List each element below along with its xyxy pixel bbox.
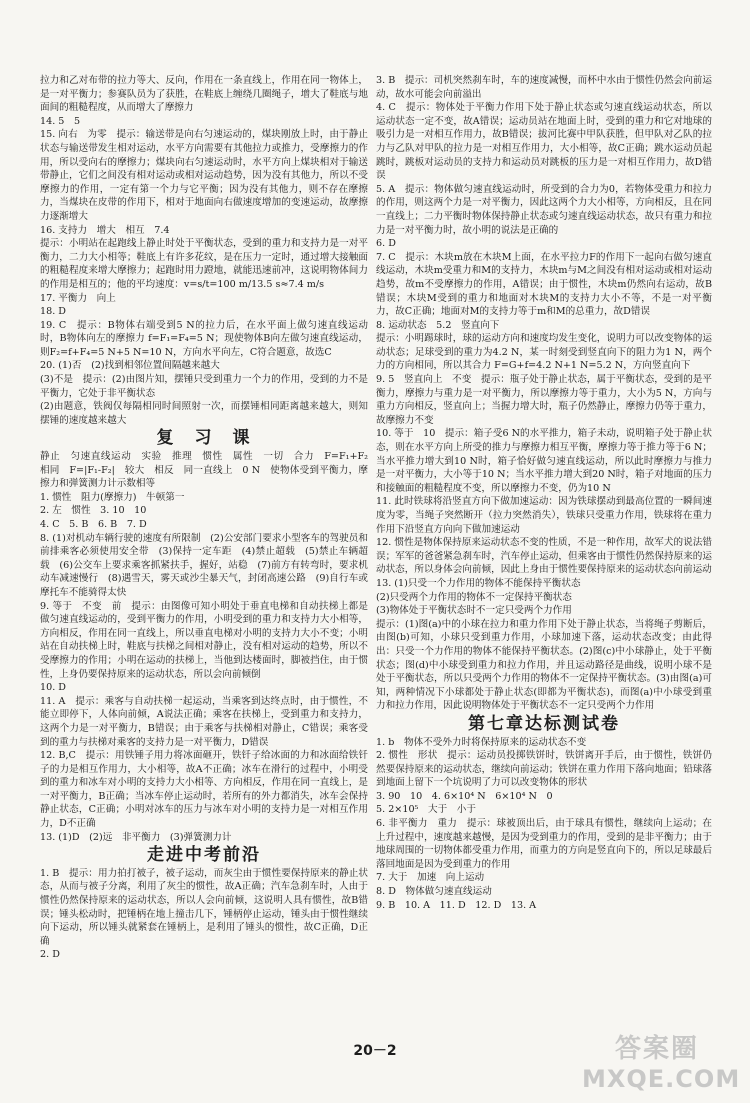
- answer-line: 20. (1)否 (2)找到相邻位置间隔越来越大: [40, 360, 220, 372]
- answer-line: 1. b 物体不受外力时将保持原来的运动状态不变: [376, 736, 587, 748]
- left-answers: [40, 74, 368, 427]
- answer-line: 18. D: [40, 306, 66, 318]
- answer-line: 1. B 提示：用力拍打被子，被子运动，而灰尘由于惯性要保持原来的静止状态，从而与被子分离，利用了灰尘的惯性，故A正确；汽车急刹车时，人由于惯性仍然保持原来的运动状态，所以人会向前倾，这说明人具有惯性，故B错误；锤头松动时，把锤柄在地上撞击几下，锤柄停止运动，锤头由于惯性继续向下运动，所以锤头就紧套在锤柄上，是利用了锤头的惯性，故C正确，D正确: [40, 867, 368, 947]
- answer-line: 5. A 提示：物体做匀速直线运动时，所受到的合力为0，若物体受重力和拉力的作用，则这两个力是一对平衡力，因此这两个力大小相等，方向相反，且在同一直线上；二力平衡时物体保持静止状态或匀速直线运动状态，故只有重力和拉力是一对平衡力时，故小明的说法是正确的: [376, 183, 712, 236]
- answer-line: 10. 等于 10 提示：箱子受6 N的水平推力，箱子未动，说明箱子处于静止状态，则在水平方向上所受的推力与摩擦力相互平衡，摩擦力等于推力等于6 N；当水平推力增大到10 N时，箱子恰好做匀速直线运动，所以此时摩擦力与推力是一对平衡力，大小等于10 N；当水平推力增大到20 N时，箱子对地面的压力和接触面的粗糙程度不变，所以摩擦力不变，仍为10 N: [376, 428, 712, 494]
- answer-line: 13. (1)只受一个力作用的物体不能保持平衡状态: [376, 577, 581, 589]
- answer-line: 12. 惯性是物体保持原来运动状态不变的性质，不是一种作用，故军犬的说法错误；军军的爸爸紧急刹车时，汽车停止运动，但乘客由于惯性仍然保持原来的运动状态，所以身体会向前倾，因此上身由于惯性要保持原来的运动状态向前运动: [376, 537, 712, 576]
- right-answers: [376, 74, 712, 713]
- right-column: [376, 74, 712, 912]
- exam-section-title: 走进中考前沿: [147, 845, 261, 866]
- answer-line: 12. B,C 提示：用铁锤子用力将冰面砸开，铁钎子给冰面的力和冰面给铁钎子的力是相互作用力，大小相等，故A不正确；冰车在滑行的过程中，小明受到的重力和冰车对小明的支持力大小相等、方向相反，作用在同一直线上，是一对平衡力，B正确；当冰车停止运动时，若所有的外力都消失，冰车会保持静止状态，C正确；小明对冰车的压力与冰车对小明的支持力是一对相互作用力，D不正确: [40, 750, 368, 830]
- answer-line: 15. 向右 为零 提示：输送带是向右匀速运动的，煤块刚放上时，由于静止状态与输送带发生相对运动，水平方向需要有其他拉力或推力，受摩擦力的作用，所以受向右的摩擦力；煤块向右匀速运动时，水平方向上煤块相对于输送带静止，它们之间没有相对运动或相对运动趋势，因为没有其他力，所以不受摩擦力的作用，一定有第一个力与它平衡；因为没有其他力，则不存在摩擦力，当煤块在皮带的作用下，相对于地面向右做速度增加的变速运动，故摩擦力逐渐增大: [40, 129, 368, 222]
- answer-line: 13. (1)D (2)远 非平衡力 (3)弹簧测力计: [40, 831, 232, 843]
- exam-answers: [40, 867, 368, 962]
- answer-line: 2. 左 惯性 3. 10 10: [40, 505, 147, 517]
- answer-line: 7. 大于 加速 向上运动: [376, 872, 485, 884]
- answer-line: 8. (1)对机动车辆行驶的速度有所限制 (2)公安部门要求小型客车的驾驶员和前排乘客必须使用安全带 (3)保持一定车距 (4)禁止超载 (5)禁止车辆超载 (6)公交车上要求乘客抓紧扶手，握好，站稳 (7)前方有转弯时，要求机动车减速慢行 (8)遇雪天，雾天或沙尘暴天气，封闭高速公路 (9)自行车或摩托车不能骑得太快: [40, 532, 368, 598]
- answer-line: 11. 此时铁球将沿竖直方向下做加速运动：因为铁球摆动到最高位置的一瞬间速度为零，当绳子突然断开（拉力突然消失），铁球只受重力作用，铁球将在重力作用下沿竖直方向向下做加速运动: [376, 496, 712, 535]
- answer-line: 9. 等于 不变 前 提示：由图像可知小明处于垂直电梯和自动扶梯上都是做匀速直线运动的，受到平衡力的作用，小明受到的重力和支持力大小相等，方向相反，作用在同一直线上，所以垂直电梯对小明的支持力大小不变；小明站在自动扶梯上时，鞋底与扶梯之间相对静止，没有相对运动的趋势，所以不受摩擦力的作用；小明在运动的扶梯上，当他到达楼面时，脚被挡住，由于惯性，上身仍要保持原来的运动状态，所以会向前倾倒: [40, 600, 368, 680]
- answer-line: 17. 平衡力 向上: [40, 292, 116, 304]
- review-section-title: 复 习 课: [156, 428, 252, 449]
- answer-line: (2)只受两个力作用的物体不一定保持平衡状态: [376, 591, 572, 603]
- answer-line: 7. C 提示：木块m放在木块M上面，在水平拉力F的作用下一起向右做匀速直线运动，木块m受重力和M的支持力，木块m与M之间没有相对运动或相对运动趋势，故m不受摩擦力的作用，A错误；由于惯性，木块m仍然向右运动，故B错误；木块M受到的重力和地面对木块M的支持力大小不等，不是一对平衡力，故C正确；地面对M的支持力等于m和M的总重力，故D错误: [376, 251, 712, 318]
- answer-line: 9. B 10. A 11. D 12. D 13. A: [376, 899, 537, 911]
- answer-line: 14. 5 5: [40, 115, 81, 127]
- review-answers: [40, 450, 378, 844]
- answer-line: 提示：(1)图(a)中的小球在拉力和重力作用下处于静止状态，当将绳子剪断后，由图(b)可知，小球只受到重力作用，小球加速下落，运动状态改变；由此得出：只受一个力作用的物体不能保持平衡状态。(2)图(c)中小球静止，处于平衡状态；图(d)中小球受到重力和拉力作用，并且运动路径是曲线，说明小球不是处于平衡状态，所以只受两个力作用的物体不一定保持平衡状态。(3)由图(a)可知，两种情况下小球都处于静止状态(即都为平衡状态)，而图(a)中小球受到重力和拉力作用，因此说明物体处于平衡状态不一定只受两个力作用: [376, 618, 712, 712]
- left-column: [40, 74, 378, 962]
- answer-line: (3)不是 提示：(2)由图片知，摆锤只受到重力一个力的作用，受到的力不是平衡力，它处于非平衡状态: [40, 374, 368, 399]
- answer-line: 1. 惯性 阻力(摩擦力) 牛顿第一: [40, 491, 185, 503]
- answer-line: 2. 惯性 形状 提示：运动员投掷铁饼时，铁饼离开手后，由于惯性，铁饼仍然要保持原来的运动状态，继续向前运动；铁饼在重力作用下落向地面；铅球落到地面上留下一个坑说明了力可以改变物体的形状: [376, 750, 712, 789]
- answer-line: 静止 匀速直线运动 实验 推理 惯性 属性 一切 合力 F=F₁+F₂ 相同 F=|F₁-F₂| 较大 相反 同一直线上 0 N 使物体受到平衡力，摩擦力和弹簧测力计示数相等: [40, 451, 378, 490]
- answer-line: 4. C 5. B 6. B 7. D: [40, 519, 147, 530]
- answer-line: 提示：小明踢球时，球的运动方向和速度均发生变化，说明力可以改变物体的运动状态；足球受到的重力为4.2 N，某一时刻受到竖直向下的阻力为1 N，两个力的方向相同，所以其合力 F=G+f=4.2 N+1 N=5.2 N，方向竖直向下: [376, 333, 712, 372]
- watermark-site-text: MXQE.COM: [582, 1065, 741, 1093]
- answer-line: 5. 2×10⁵ 大于 小于: [376, 804, 476, 816]
- answer-line: 8. D 物体做匀速直线运动: [376, 886, 492, 898]
- answer-line: 11. A 提示：乘客与自动扶梯一起运动，当乘客到达终点时，由于惯性，不能立即停下，人体向前倾，A说法正确；乘客在扶梯上，受到重力和支持力，这两个力是一对平衡力，B错误；由于乘客与扶梯相对静止，C错误；乘客受到的重力与扶梯对乘客的支持力是一对平衡力，D错误: [40, 695, 368, 748]
- answer-line: 4. C 提示：物体处于平衡力作用下处于静止状态或匀速直线运动状态，所以运动状态一定不变，故A错误；运动员站在地面上时，受到的重力和它对地球的吸引力是一对相互作用力，故B错误；拔河比赛中甲队获胜，但甲队对乙队的拉力与乙队对甲队的拉力是一对相互作用力，大小相等，故C正确；跳水运动员起跳时，跳板对运动员的支持力和运动员对跳板的压力是一对相互作用力，故D错误: [376, 102, 712, 182]
- answer-line: (3)物体处于平衡状态时不一定只受两个力作用: [376, 605, 572, 617]
- answer-line: (2)由题意，铁阀仅每隔相同时间照射一次，而摆锤相同距离越来越大，则知摆锤的速度越来越大: [40, 401, 368, 426]
- answer-line: 16. 支持力 增大 相互 7.4: [40, 224, 170, 236]
- answer-line: 2. D: [40, 949, 60, 961]
- answer-line: 10. D: [40, 682, 66, 694]
- answer-line: 3. 90 10 4. 6×10⁴ N 6×10⁴ N 0: [376, 790, 553, 802]
- chapter-test-title: 第七章达标测试卷: [468, 713, 620, 734]
- answer-line: 8. 运动状态 5.2 竖直向下: [376, 319, 500, 331]
- watermark-logo: [582, 1028, 741, 1093]
- answer-line: 3. B 提示：司机突然刹车时，车的速度减慢，而杯中水由于惯性仍然会向前运动，故水可能会向前溢出: [376, 75, 712, 100]
- answer-line: 6. 非平衡力 重力 提示：球被顶出后，由于球具有惯性，继续向上运动；在上升过程中，速度越来越慢，是因为受到重力的作用，受到的是非平衡力；由于地球周围的一切物体都受重力作用，而重力的方向是竖直向下的，所以足球最后落回地面是因为受到重力的作用: [376, 818, 712, 870]
- watermark-logo-text: 答案圈: [614, 1034, 699, 1064]
- chapter-test-answers: [376, 736, 712, 913]
- answer-line: 19. C 提示：B物体右端受到5 N的拉力后，在水平面上做匀速直线运动时，B物体向左的摩擦力 f=F₁=F₄=5 N；现使物体B向左做匀速直线运动，则F₂=f+F₄=5 N+5 N=10 N，方向水平向左，C符合题意，故选C: [40, 319, 368, 358]
- answer-line: 6. D: [376, 238, 396, 250]
- page-number: 20－2: [353, 1043, 397, 1059]
- answer-line: 拉力和乙对布带的拉力等大、反向，作用在一条直线上，作用在同一物体上，是一对平衡力；参赛队员为了获胜，在鞋底上缠绕几圈绳子，增大了鞋底与地面间的粗糙程度，从而增大了摩擦力: [40, 75, 368, 114]
- answer-line: 9. 5 竖直向上 不变 提示：瓶子处于静止状态，属于平衡状态，受到的是平衡力，摩擦力与重力是一对平衡力，所以摩擦力等于重力，大小为5 N，方向与重力方向相反，竖直向上；当握力增大时，瓶子仍然静止，摩擦力仍等于重力，故摩擦力不变: [376, 374, 712, 426]
- answer-line: 提示：小明站在起跑线上静止时处于平衡状态，受到的重力和支持力是一对平衡力，二力大小相等；鞋底上有许多花纹，是在压力一定时，通过增大接触面的粗糙程度来增大摩擦力；起跑时用力蹬地，就能迅速前冲，这说明物体间力的作用是相互的；他的平均速度：v=s/t=100 m/13.5 s≈7.4 m/s: [40, 238, 368, 290]
